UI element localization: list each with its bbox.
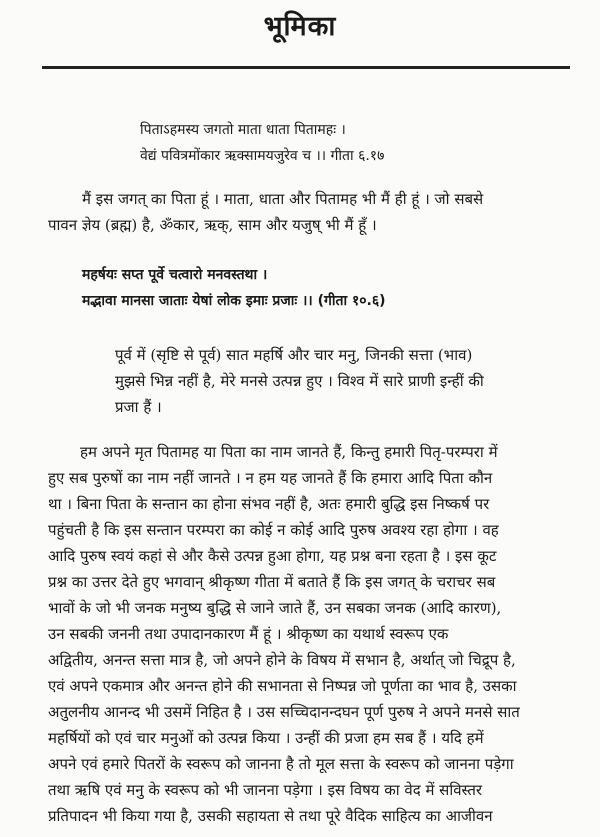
text-line: प्रजा हैं । (115, 398, 162, 416)
text-line: अद्वितीय, अनन्त सत्ता मात्र है, जो अपने होने के विषय में सभान है, अर्थात् जो चिद्रूप है, (48, 651, 516, 669)
text-line: हम अपने मृत पितामह या पिता का नाम जानते हैं, किन्तु हमारी पितृ-परम्परा में (80, 443, 498, 461)
text-line: पूर्व में (सृष्टि से पूर्व) सात महर्षि और चार मनु, जिनकी सत्ता (भाव) (115, 346, 473, 364)
text-line: हुए सब पुरुषों का नाम नहीं जानते । न हम यह जानते हैं कि हमारा आदि पिता कौन (48, 469, 493, 487)
text-line: था । बिना पिता के सन्तान का होना संभव नहीं है, अतः हमारी बुद्धि इस निष्कर्ष पर (48, 495, 490, 513)
page-title: भूमिका (263, 11, 337, 42)
text-line: पावन ज्ञेय (ब्रह्म) है, ॐकार, ऋक्, साम और यजुष् भी मैं हूँ । (48, 216, 377, 234)
text-line: अपने एवं हमारे पितरों के स्वरूप को जानना है तो मूल सत्ता के स्वरूप को जानना पड़ेगा (48, 755, 514, 773)
text-line: उन सबकी जननी तथा उपादानकारण मैं हूं । श्रीकृष्ण का यथार्थ स्वरूप एक (48, 625, 449, 643)
text-line: अतुलनीय आनन्द भी उसमें निहित है । उस सच्चिदानन्दघन पूर्ण पुरुष ने अपने मनसे सात (48, 703, 520, 721)
verse-line: मद्भावा मानसा जाताः येषां लोक इमाः प्रजाः ।। (गीता १०.६) (82, 293, 386, 309)
text-line: पहुंचती है कि इस सन्तान परम्परा का कोई न कोई आदि पुरुष अवश्य रहा होगा । वह (48, 521, 499, 539)
verse-line: वेद्यं पवित्रमोंकार ऋक्सामयजुरेव च ।। गीता ६.१७ (140, 148, 385, 164)
text-line: आदि पुरुष स्वयं कहां से और कैसे उत्पन्न हुआ होगा, यह प्रश्न बना रहता है । इस कूट (48, 547, 497, 565)
title-underline (42, 66, 570, 69)
text-line: भावों के जो भी जनक मनुष्य बुद्धि से जाने जाते हैं, उन सबका जनक (आदि कारण), (48, 599, 502, 617)
text-line: मैं इस जगत् का पिता हूं । माता, धाता और पितामह भी मैं ही हूं । जो सबसे (82, 190, 484, 208)
text-line: एवं अपने एकमात्र और अनन्त होने की सभानता से निष्पन्न जो पूर्णता का भाव है, उसका (48, 677, 517, 695)
text-line: मुझसे भिन्न नहीं है, मेरे मनसे उत्पन्न हुए । विश्व में सारे प्राणी इन्हीं की (115, 372, 484, 390)
text-line: महर्षियों को एवं चार मनुओं को उत्पन्न किया । उन्हीं की प्रजा हम सब हैं । यदि हमें (48, 729, 484, 747)
text-line: प्रश्न का उत्तर देते हुए भगवान् श्रीकृष्ण गीता में बताते हैं कि इस जगत् के चराचर सब (48, 573, 496, 591)
verse-line: महर्षयः सप्त पूर्वे चत्वारो मनवस्तथा । (82, 267, 268, 283)
text-line: प्रतिपादन भी किया गया है, उसकी सहायता से तथा पूरे वैदिक साहित्य का आजीवन (48, 807, 493, 825)
text-line: तथा ऋषि एवं मनु के स्वरूप को भी जानना पड़ेगा । इस विषय का वेद में सविस्तर (48, 781, 483, 799)
verse-line: पिताऽहमस्य जगतो माता धाता पितामहः । (140, 122, 346, 138)
